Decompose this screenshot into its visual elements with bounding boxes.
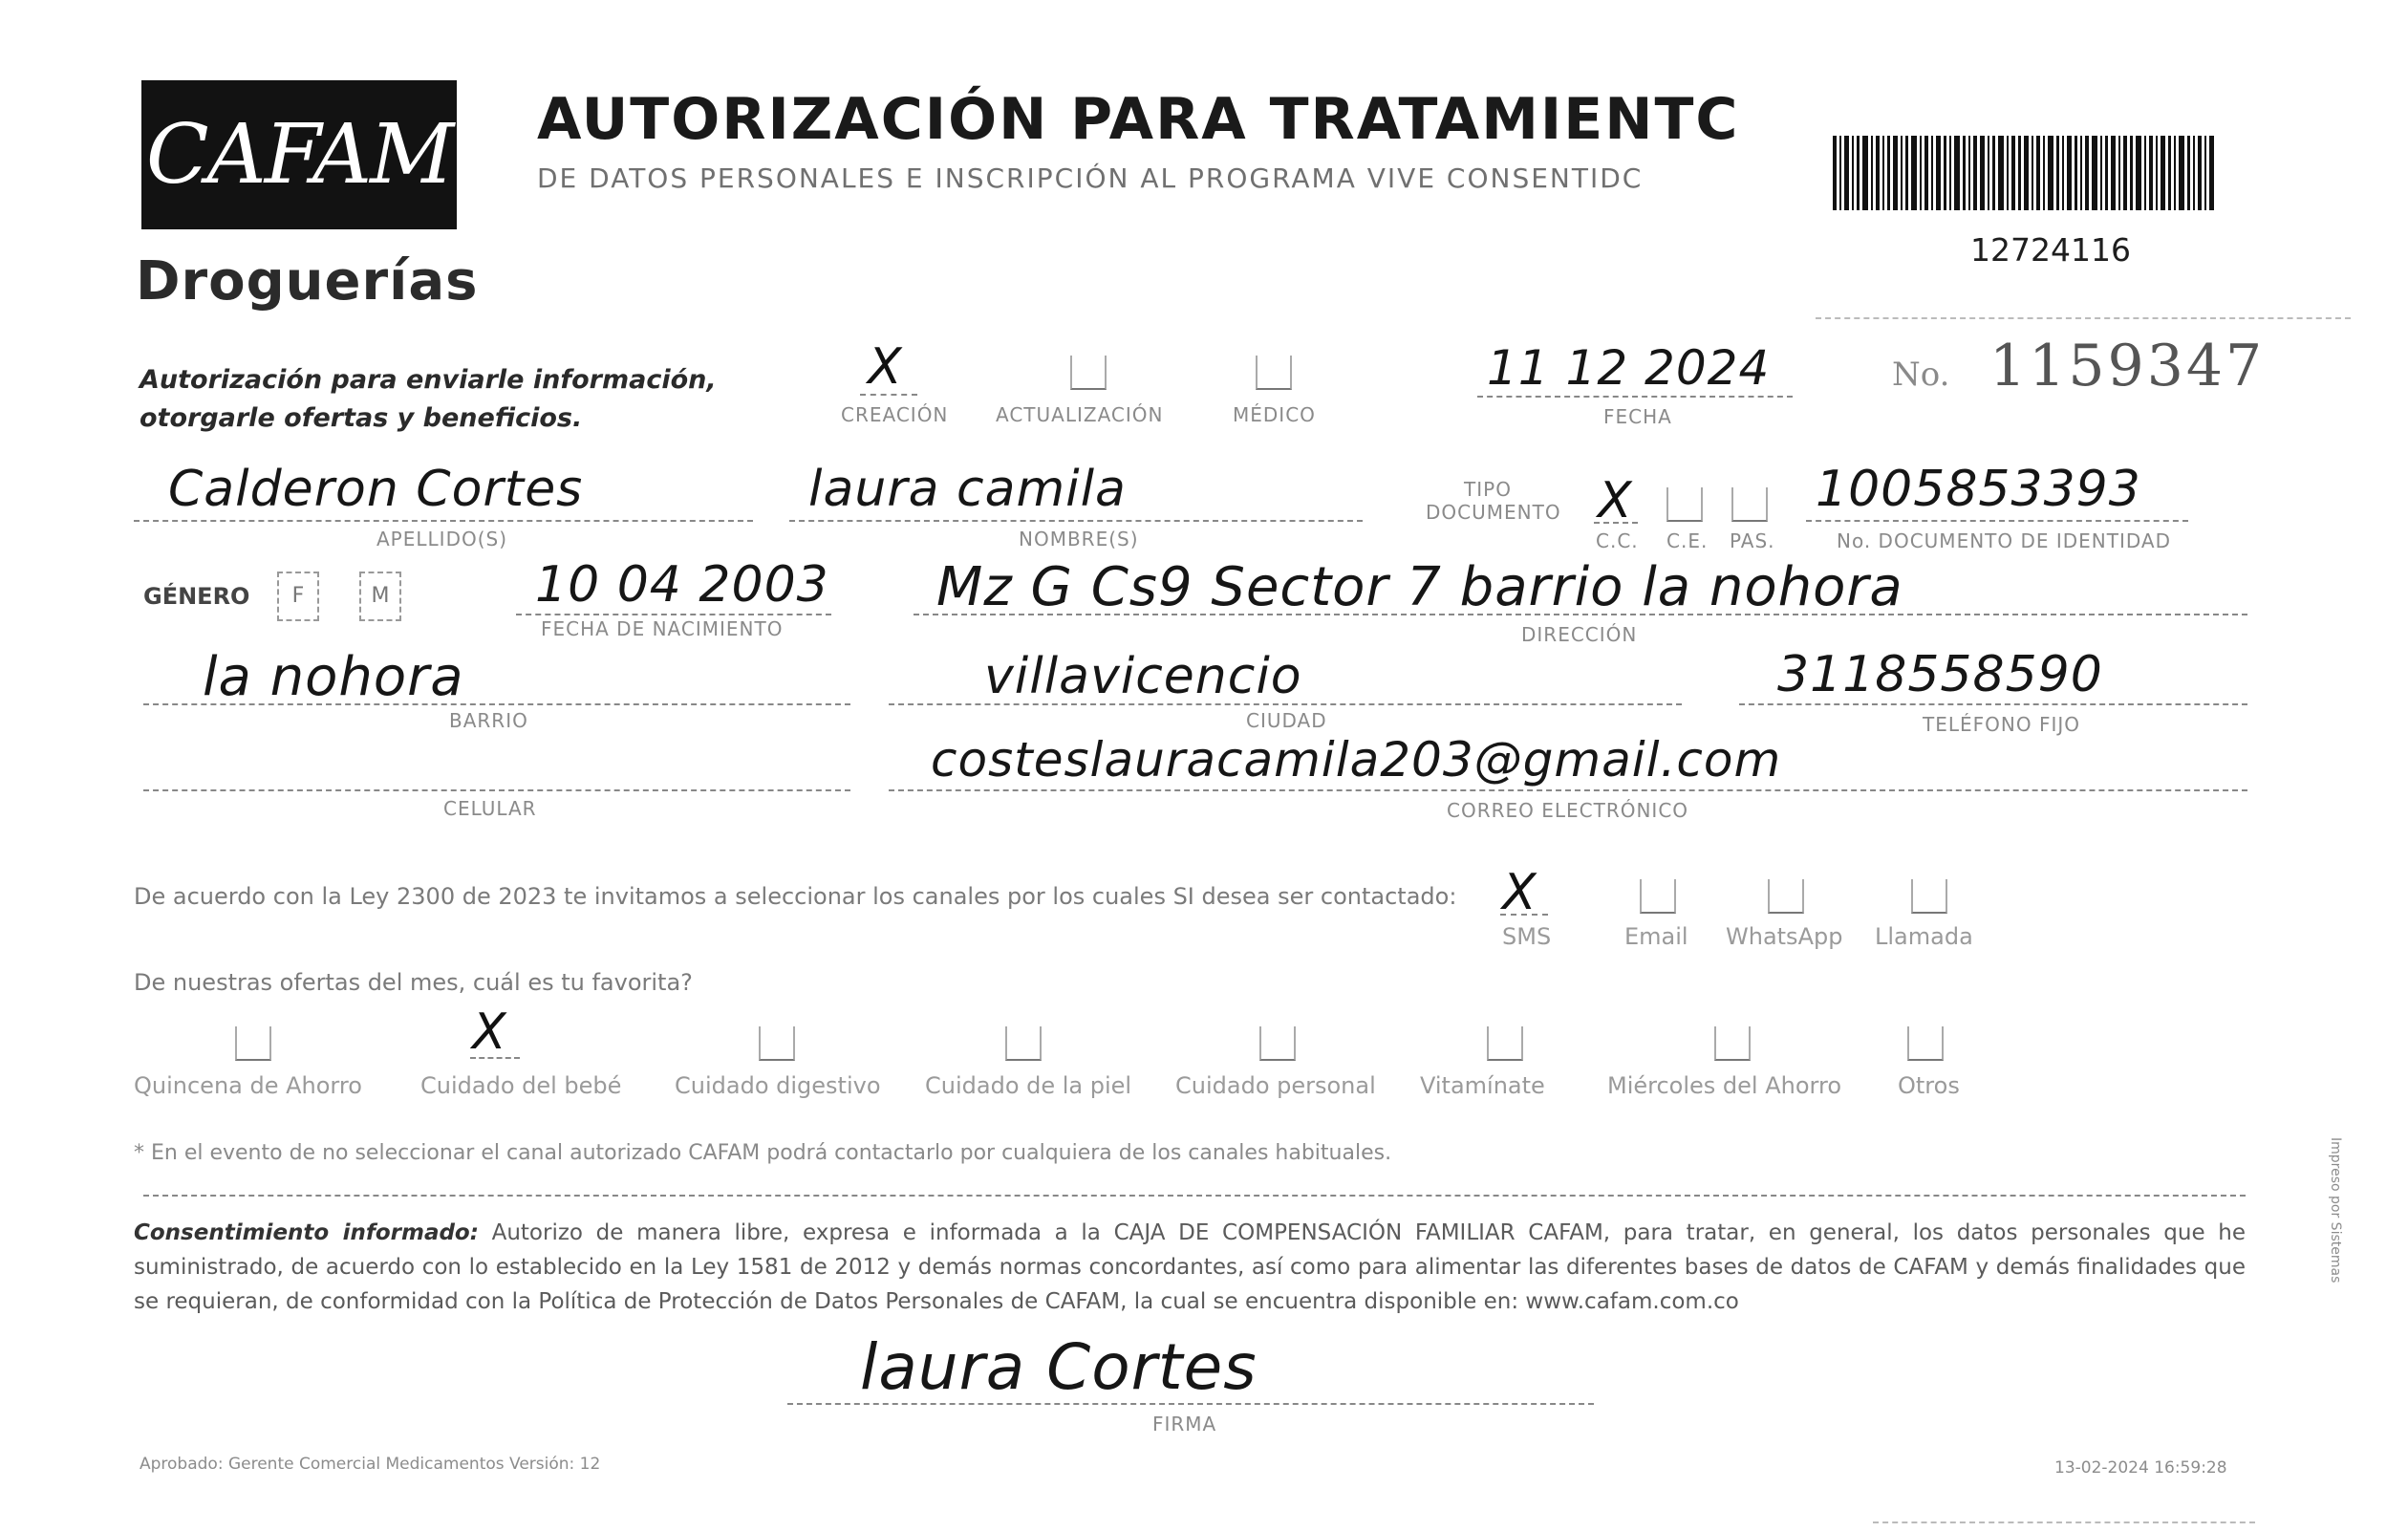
signature-line: [787, 1403, 1594, 1405]
barrio-label: BARRIO: [449, 709, 528, 732]
bottom-divider: [1873, 1521, 2255, 1523]
offer-otros-label: Otros: [1898, 1072, 1960, 1099]
fecha-nacimiento-label: FECHA DE NACIMIENTO: [541, 617, 784, 640]
offer-miercoles-label: Miércoles del Ahorro: [1607, 1072, 1842, 1099]
telefono-value[interactable]: 3118558590: [1777, 646, 2103, 703]
intro-text: [140, 361, 717, 438]
signature-label: FIRMA: [1152, 1413, 1217, 1435]
offer-personal-checkbox[interactable]: [1259, 1026, 1296, 1061]
nombres-line: [789, 520, 1363, 522]
logo-text: CAFAM: [145, 107, 453, 203]
creacion-line: [860, 394, 917, 396]
celular-line[interactable]: [143, 789, 850, 791]
note-divider: [143, 1195, 2246, 1197]
cc-label: C.C.: [1596, 529, 1639, 552]
consent-text: Autorizo de manera libre, expresa e informada a la CAJA DE COMPENSACIÓN FAMILIAR CAFAM, para tratar, en general, los datos personales que he suministrado, de acuerdo con lo establecido en la Ley 1581 de 2012 y demás normas concordantes, así como para alimentar las diferentes bases de datos de CAFAM y demás finalidades que se requieran, de conformidad con la Política de Protección de Datos Personales de CAFAM, la cual se encuentra disponible en: www.cafam.com.co: [134, 1220, 2246, 1314]
ciudad-label: CIUDAD: [1246, 709, 1327, 732]
nombres-label: NOMBRE(S): [1019, 528, 1139, 550]
offer-bebe-label: Cuidado del bebé: [420, 1072, 622, 1099]
direccion-label: DIRECCIÓN: [1521, 623, 1638, 646]
side-print-text: Impreso por Sistemas: [2328, 1137, 2343, 1284]
offer-piel-label: Cuidado de la piel: [925, 1072, 1132, 1099]
genero-m-checkbox[interactable]: M: [359, 572, 401, 621]
apellidos-line: [134, 520, 753, 522]
form-subtitle: DE DATOS PERSONALES E INSCRIPCIÓN AL PROGRAMA VIVE CONSENTIDC: [537, 162, 1644, 194]
creacion-check-mark: X: [868, 338, 902, 396]
offer-quincena-checkbox[interactable]: [235, 1026, 271, 1061]
brand-name: Droguerías: [136, 250, 479, 313]
correo-line: [889, 789, 2247, 791]
ciudad-line: [889, 703, 1682, 705]
pas-label: PAS.: [1730, 529, 1775, 552]
creacion-label: CREACIÓN: [841, 403, 949, 426]
offer-digestivo-label: Cuidado digestivo: [675, 1072, 881, 1099]
llamada-label: Llamada: [1875, 923, 1973, 950]
channels-question: De acuerdo con la Ley 2300 de 2023 te invitamos a seleccionar los canales por los cuales SI desea ser contactado:: [134, 883, 1457, 910]
sms-label: SMS: [1502, 923, 1552, 950]
cafam-logo: [141, 80, 457, 229]
signature[interactable]: laura Cortes: [860, 1330, 1258, 1404]
apellidos-value[interactable]: Calderon Cortes: [168, 461, 584, 518]
documento-label: No. DOCUMENTO DE IDENTIDAD: [1837, 529, 2172, 552]
barcode: [1833, 136, 2215, 210]
correo-label: CORREO ELECTRÓNICO: [1447, 799, 1689, 822]
pas-checkbox[interactable]: [1731, 487, 1768, 522]
offer-personal-label: Cuidado personal: [1175, 1072, 1376, 1099]
cc-check-mark: X: [1598, 472, 1632, 529]
whatsapp-checkbox[interactable]: [1768, 879, 1804, 914]
direccion-value[interactable]: Mz G Cs9 Sector 7 barrio la nohora: [936, 556, 1903, 618]
sms-check-mark: X: [1502, 864, 1537, 921]
intro-line-1: Autorización para enviarle información,: [140, 365, 717, 395]
fecha-label: FECHA: [1603, 405, 1672, 428]
print-stamp: 13-02-2024 16:59:28: [2054, 1458, 2227, 1478]
correo-value[interactable]: costeslauracamila203@gmail.com: [931, 732, 1782, 788]
celular-label: CELULAR: [443, 797, 537, 820]
medico-checkbox[interactable]: [1256, 356, 1292, 390]
offers-question: De nuestras ofertas del mes, cuál es tu favorita?: [134, 969, 693, 996]
fecha-value[interactable]: 11 12 2024: [1487, 340, 1771, 396]
offer-bebe-line: [470, 1057, 520, 1059]
telefono-line: [1739, 703, 2247, 705]
offer-otros-checkbox[interactable]: [1907, 1026, 1944, 1061]
folio-top-line: [1816, 317, 2351, 319]
direccion-line: [914, 614, 2247, 615]
llamada-checkbox[interactable]: [1911, 879, 1947, 914]
fecha-nacimiento-line: [516, 614, 831, 615]
actualizacion-checkbox[interactable]: [1070, 356, 1107, 390]
apellidos-label: APELLIDO(S): [376, 528, 508, 550]
email-checkbox[interactable]: [1640, 879, 1676, 914]
folio-number: 1159347: [1989, 333, 2266, 399]
channel-note: * En el evento de no seleccionar el canal autorizado CAFAM podrá contactarlo por cualquiera de los canales habituales.: [134, 1141, 1392, 1165]
consent-heading: Consentimiento informado:: [134, 1220, 479, 1245]
genero-f-checkbox[interactable]: F: [277, 572, 319, 621]
offer-vitaminate-checkbox[interactable]: [1487, 1026, 1523, 1061]
intro-line-2: otorgarle ofertas y beneficios.: [140, 403, 583, 433]
tipo-documento-label: TIPO DOCUMENTO: [1426, 478, 1561, 524]
consent-paragraph: [134, 1216, 2246, 1319]
ce-label: C.E.: [1666, 529, 1709, 552]
actualizacion-label: ACTUALIZACIÓN: [996, 403, 1164, 426]
offer-vitaminate-label: Vitamínate: [1420, 1072, 1545, 1099]
documento-line: [1806, 520, 2188, 522]
barrio-line: [143, 703, 850, 705]
approved-text: Aprobado: Gerente Comercial Medicamentos Versión: 12: [140, 1455, 601, 1474]
whatsapp-label: WhatsApp: [1726, 923, 1843, 950]
ce-checkbox[interactable]: [1666, 487, 1703, 522]
fecha-nacimiento-value[interactable]: 10 04 2003: [535, 556, 829, 614]
genero-label: GÉNERO: [143, 583, 250, 610]
cc-line: [1594, 522, 1638, 524]
offer-quincena-label: Quincena de Ahorro: [134, 1072, 362, 1099]
fecha-line: [1477, 396, 1793, 398]
email-label: Email: [1624, 923, 1688, 950]
documento-value[interactable]: 1005853393: [1816, 461, 2141, 518]
telefono-label: TELÉFONO FIJO: [1923, 713, 2080, 736]
barcode-number: 12724116: [1970, 231, 2131, 269]
ciudad-value[interactable]: villavicencio: [984, 648, 1302, 705]
nombres-value[interactable]: laura camila: [808, 461, 1127, 518]
medico-label: MÉDICO: [1233, 403, 1316, 426]
offer-digestivo-checkbox[interactable]: [759, 1026, 795, 1061]
form-title: AUTORIZACIÓN PARA TRATAMIENTC: [537, 86, 1740, 153]
offer-piel-checkbox[interactable]: [1005, 1026, 1042, 1061]
folio-label: No.: [1892, 356, 1950, 394]
barrio-value[interactable]: la nohora: [203, 646, 464, 708]
sms-line: [1500, 914, 1548, 916]
offer-bebe-check-mark: X: [472, 1003, 506, 1061]
offer-miercoles-checkbox[interactable]: [1714, 1026, 1751, 1061]
